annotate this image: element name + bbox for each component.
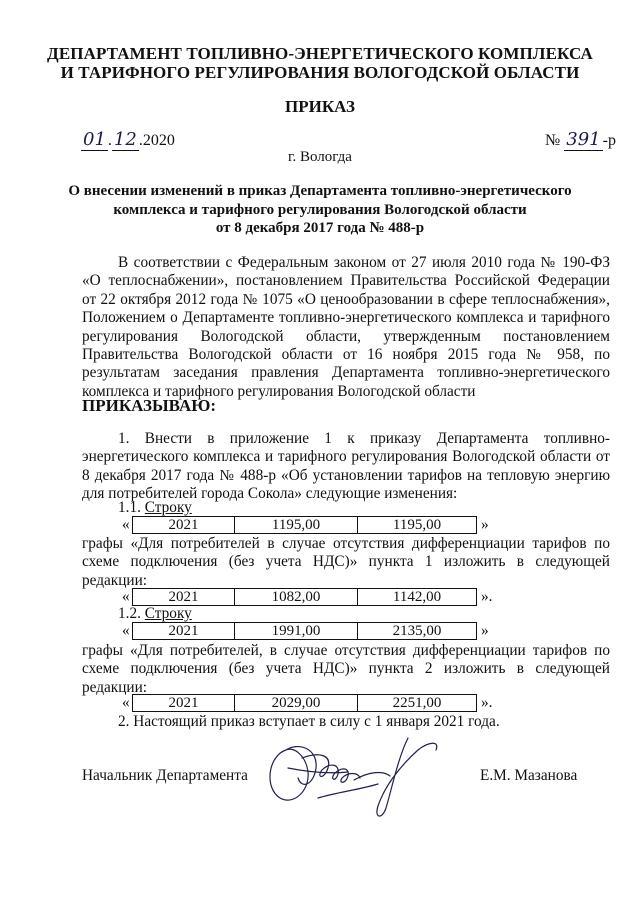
order-word: ПРИКАЗЫВАЮ: [82, 396, 217, 415]
tariff-row-old-2 [132, 622, 477, 640]
subject-title: О внесении изменений в приказ Департамента топливно-энергетического комплекса и тарифного регулирования Вологодской области от 8 декабря 2017 года № 488-р [68, 183, 572, 236]
subitem-1-2-label: 1.2. Строку [118, 605, 192, 622]
quote-open: « [122, 622, 130, 639]
document-type: ПРИКАЗ [285, 97, 355, 116]
signatory-name: Е.М. Мазанова [480, 767, 578, 784]
quote-open: « [122, 694, 130, 711]
document-number: № 391 -р [545, 129, 616, 150]
subitem-1-1-text: графы «Для потребителей в случае отсутствия дифференциации тарифов по схеме подключения (без учета НДС)» пункта 1 изложить в следующей редакции: [82, 535, 610, 589]
number-value: 391 [566, 129, 601, 150]
department-line-1: ДЕПАРТАМЕНТ ТОПЛИВНО-ЭНЕРГЕТИЧЕСКОГО КОМПЛЕКСА [47, 44, 593, 63]
table-row: 2021 2029,00 2251,00 [133, 695, 477, 712]
subitem-1-1-label: 1.1. Строку [118, 499, 192, 516]
table-row: 2021 1991,00 2135,00 [133, 623, 477, 640]
item-1: 1. Внести в приложение 1 к приказу Департамента топливно- энергетического комплекса и тарифного регулирования Вологодской области от 8 декабря 2017 года № 488-р «Об установлении тарифов на тепловую энергию для потребителей города Сокола» следующие изменения: [82, 430, 610, 503]
document-date: 01 . 12 .2020 [83, 129, 175, 150]
subitem-1-2-text: графы «Для потребителей, в случае отсутствия дифференциации тарифов по схеме подключения (без учета НДС)» пункта 2 изложить в следующей редакции: [82, 642, 610, 696]
date-day: 01 [83, 129, 106, 150]
quote-close: » [481, 622, 489, 639]
table-row: 2021 1082,00 1142,00 [133, 589, 477, 606]
date-year: .2020 [138, 132, 175, 149]
tariff-row-new-1 [132, 588, 477, 606]
tariff-row-old-1 [132, 516, 477, 534]
table-row: 2021 1195,00 1195,00 [133, 517, 477, 534]
date-month: 12 [113, 129, 137, 150]
handwritten-signature [258, 728, 458, 828]
department-name [0, 44, 640, 82]
department-line-2: И ТАРИФНОГО РЕГУЛИРОВАНИЯ ВОЛОГОДСКОЙ ОБЛАСТИ [60, 63, 580, 82]
quote-close: » [481, 516, 489, 533]
quote-open: « [122, 516, 130, 533]
city: г. Вологда [288, 149, 352, 165]
signatory-title: Начальник Департамента [82, 767, 248, 784]
quote-open: « [122, 588, 130, 605]
tariff-row-new-2 [132, 694, 477, 712]
quote-close: ». [481, 588, 493, 605]
item-2: 2. Настоящий приказ вступает в силу с 1 января 2021 года. [118, 713, 500, 730]
preamble: В соответствии с Федеральным законом от 27 июля 2010 года № 190-ФЗ «О теплоснабжении», постановлением Правительства Российской Федерации от 22 октября 2012 года № 1075 «О ценообразовании в сфере теплоснабжения», Положением о Департаменте топливно-энергетического комплекса и тарифного регулирования Вологодской области, утвержденным постановлением Правительства Вологодской области от 16 ноября 2015 года № 958, по результатам заседания правления Департамента топливно-энергетического комплекса и тарифного регулирования Вологодской области [82, 254, 610, 400]
quote-close: ». [481, 694, 493, 711]
